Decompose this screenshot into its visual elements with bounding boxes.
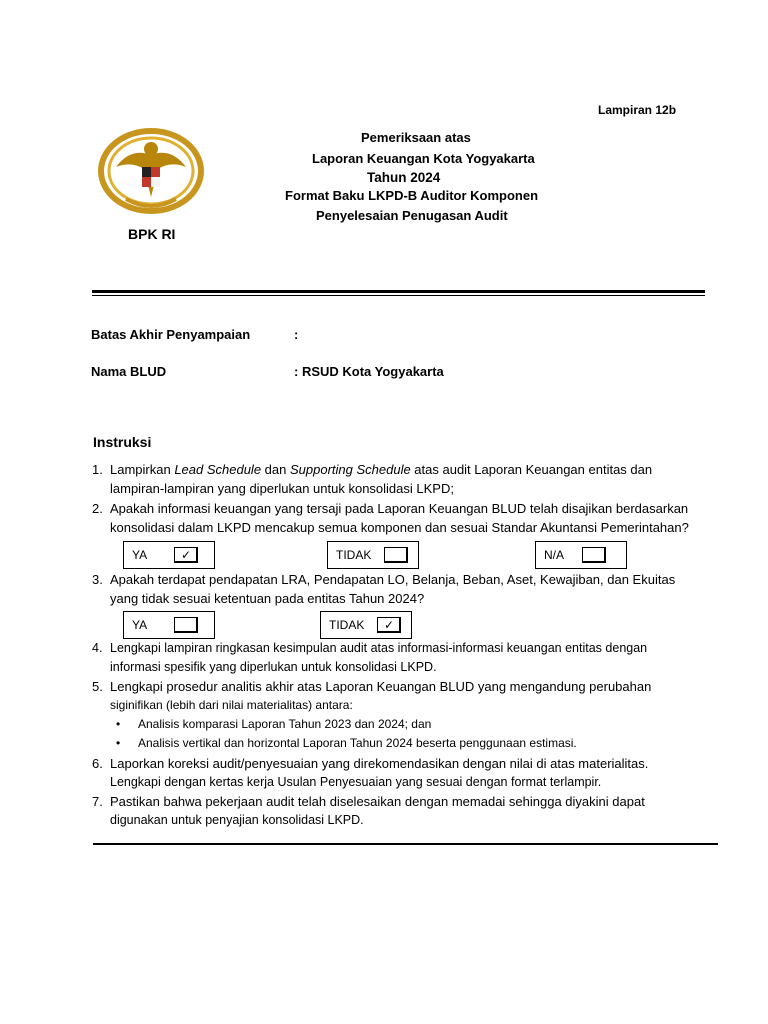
item-number: 6.: [92, 756, 103, 771]
item-text: Pastikan bahwa pekerjaan audit telah diselesaikan dengan memadai sehingga diyakini dapat: [110, 794, 645, 809]
item-text: [110, 460, 652, 479]
option-label: YA: [132, 618, 148, 632]
item-text-part: atas audit Laporan Keuangan entitas dan: [410, 462, 653, 477]
header-divider-thin: [92, 295, 705, 296]
instruction-item-3: [92, 570, 676, 610]
checkbox-ya[interactable]: [174, 617, 198, 633]
item-text-line2: Lengkapi dengan kertas kerja Usulan Penyesuaian yang sesuai dengan format terlampir.: [110, 775, 602, 789]
item-number: 1.: [92, 462, 103, 477]
item-text: Laporkan koreksi audit/penyesuaian yang direkomendasikan dengan nilai di atas materialitas.: [110, 756, 649, 771]
item-text-part: dan: [261, 462, 290, 477]
header-divider: [92, 290, 705, 293]
option-ya[interactable]: [123, 541, 215, 569]
item-text-line2: yang tidak sesuai ketentuan pada entitas Tahun 2024?: [110, 591, 425, 606]
item-number: 2.: [92, 501, 103, 516]
checkbox-tidak[interactable]: ✓: [377, 617, 401, 633]
item-text: Lengkapi prosedur analitis akhir atas Laporan Keuangan BLUD yang mengandung perubahan: [110, 679, 652, 694]
item-text: Lengkapi lampiran ringkasan kesimpulan audit atas informasi-informasi keuangan entitas dengan: [110, 641, 648, 655]
instruction-item-7: [92, 792, 672, 832]
checkbox-na[interactable]: [582, 547, 606, 563]
deadline-value: :: [294, 327, 299, 342]
item-number: 7.: [92, 794, 103, 809]
blud-value: : RSUD Kota Yogyakarta: [294, 364, 444, 379]
item-text-line2: informasi spesifik yang diperlukan untuk konsolidasi LKPD.: [110, 660, 437, 674]
item-text: Apakah informasi keuangan yang tersaji pada Laporan Keuangan BLUD telah disajikan berdasarkan: [110, 501, 689, 516]
header-line-2: Laporan Keuangan Kota Yogyakarta: [312, 151, 535, 166]
header-line-5: Penyelesaian Penugasan Audit: [316, 208, 508, 223]
bullet-icon: •: [116, 717, 121, 731]
instruction-item-6: [92, 754, 672, 794]
option-label: YA: [132, 548, 148, 562]
header-line-1: Pemeriksaan atas: [361, 130, 471, 145]
option-label: TIDAK: [336, 548, 372, 562]
instruction-item-4: [92, 639, 672, 679]
list-item: [116, 715, 432, 733]
item-text: Apakah terdapat pendapatan LRA, Pendapatan LO, Belanja, Beban, Aset, Kewajiban, dan Ekuitas: [110, 572, 676, 587]
item-text-line2: lampiran-lampiran yang diperlukan untuk konsolidasi LKPD;: [110, 481, 454, 496]
option-ya[interactable]: [123, 611, 215, 639]
header-line-4: Format Baku LKPD-B Auditor Komponen: [285, 188, 539, 203]
option-label: TIDAK: [329, 618, 365, 632]
item-number: 4.: [92, 641, 103, 655]
checkbox-ya[interactable]: ✓: [174, 547, 198, 563]
garuda-emblem-icon: [96, 127, 206, 219]
option-tidak[interactable]: [327, 541, 419, 569]
header-line-3: Tahun 2024: [367, 170, 441, 185]
item-text-line2: konsolidasi dalam LKPD mencakup semua komponen dan sesuai Standar Akuntansi Pemerintahan?: [110, 520, 689, 535]
supporting-schedule-term: Supporting Schedule: [289, 462, 411, 477]
option-label: N/A: [544, 548, 565, 562]
checkbox-tidak[interactable]: [384, 547, 408, 563]
deadline-label: Batas Akhir Penyampaian: [91, 327, 251, 342]
item-number: 5.: [92, 679, 103, 694]
lead-schedule-term: Lead Schedule: [174, 462, 262, 477]
item-text-line2: siginifikan (lebih dari nilai materialitas) antara:: [110, 698, 353, 712]
option-tidak[interactable]: [320, 611, 412, 639]
instruction-item-1: [92, 460, 672, 500]
list-item: [116, 734, 577, 752]
item-text-part: Lampirkan: [110, 462, 175, 477]
attachment-label: Lampiran 12b: [598, 103, 677, 117]
instructions-title: Instruksi: [93, 434, 152, 450]
bullet-text: Analisis komparasi Laporan Tahun 2023 dan 2024; dan: [138, 717, 432, 731]
instruction-item-5: [92, 677, 672, 753]
bullet-icon: •: [116, 736, 121, 750]
item-text-line2: digunakan untuk penyajian konsolidasi LKPD.: [110, 813, 364, 827]
item-number: 3.: [92, 572, 103, 587]
instruction-item-2: [92, 499, 689, 539]
org-name: BPK RI: [128, 226, 176, 242]
blud-label: Nama BLUD: [91, 364, 167, 379]
footer-divider: [93, 843, 718, 845]
bullet-text: Analisis vertikal dan horizontal Laporan Tahun 2024 beserta penggunaan estimasi.: [138, 736, 577, 750]
option-na[interactable]: [535, 541, 627, 569]
